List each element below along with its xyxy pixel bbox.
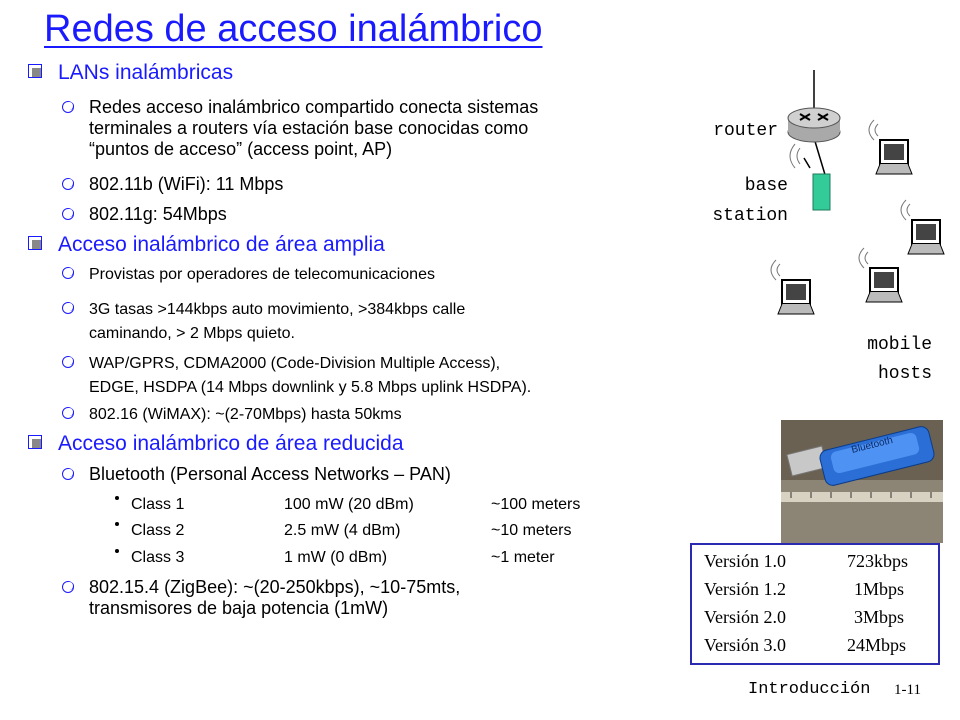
- dot-bullet-icon: [115, 522, 119, 526]
- list-item: Redes acceso inalámbrico compartido conecta sistemas terminales a routers vía estación base conocidas como “puntos de acceso” (access point, AP): [89, 97, 538, 160]
- bluetooth-class-row: Class 2 2.5 mW (4 dBm) ~10 meters: [131, 522, 611, 542]
- usb-dongle-illustration: [781, 420, 943, 543]
- list-item: Bluetooth (Personal Access Networks – PAN): [89, 464, 451, 485]
- base-station-label-line2: station: [712, 206, 788, 226]
- list-item: 3G tasas >144kbps auto movimiento, >384kbps calle caminando, > 2 Mbps quieto.: [89, 298, 465, 346]
- circle-bullet-icon: [62, 407, 74, 419]
- table-row: Versión 1.0 723kbps: [704, 551, 909, 571]
- bluetooth-class-row: Class 1 100 mW (20 dBm) ~100 meters: [131, 496, 611, 516]
- section-heading-short-range: Acceso inalámbrico de área reducida: [58, 432, 404, 456]
- list-item: Provistas por operadores de telecomunicaciones: [89, 263, 435, 287]
- laptop-icon: [859, 248, 902, 302]
- list-item: WAP/GPRS, CDMA2000 (Code-Division Multiple Access), EDGE, HSDPA (14 Mbps downlink y 5.8 Mbps uplink HSDPA).: [89, 352, 531, 400]
- circle-bullet-icon: [62, 302, 74, 314]
- circle-bullet-icon: [62, 178, 74, 190]
- circle-bullet-icon: [62, 356, 74, 368]
- laptop-icon: [869, 120, 912, 174]
- circle-bullet-icon: [62, 581, 74, 593]
- circle-bullet-icon: [62, 468, 74, 480]
- list-item: 802.11g: 54Mbps: [89, 204, 227, 225]
- table-row: Versión 2.0 3Mbps: [704, 607, 905, 627]
- square-bullet-icon: [28, 236, 42, 250]
- mobile-hosts-label-line2: hosts: [877, 364, 932, 384]
- table-row: Versión 1.2 1Mbps: [704, 579, 905, 599]
- circle-bullet-icon: [62, 267, 74, 279]
- section-heading-lans: LANs inalámbricas: [58, 61, 233, 85]
- list-item: 802.16 (WiMAX): ~(2-70Mbps) hasta 50kms: [89, 403, 402, 427]
- bluetooth-class-row: Class 3 1 mW (0 dBm) ~1 meter: [131, 549, 611, 569]
- page-number: 1-11: [894, 682, 921, 698]
- footer-chapter: Introducción: [748, 680, 871, 699]
- dot-bullet-icon: [115, 549, 119, 553]
- list-item: 802.15.4 (ZigBee): ~(20-250kbps), ~10-75mts, transmisores de baja potencia (1mW): [89, 577, 460, 619]
- bluetooth-usb-photo: [781, 420, 943, 543]
- router-label: router: [713, 121, 778, 141]
- laptop-icon: [771, 260, 814, 314]
- list-item: 802.11b (WiFi): 11 Mbps: [89, 174, 283, 195]
- base-station-icon: [790, 144, 830, 210]
- table-row: Versión 3.0 24Mbps: [704, 635, 907, 655]
- base-station-label-line1: base: [744, 176, 788, 196]
- square-bullet-icon: [28, 64, 42, 78]
- laptop-icon: [901, 200, 944, 254]
- mobile-hosts-label-line1: mobile: [867, 335, 932, 355]
- dot-bullet-icon: [115, 496, 119, 500]
- bluetooth-versions-table: [690, 543, 940, 665]
- slide-title: Redes de acceso inalámbrico: [44, 8, 543, 50]
- router-icon: [788, 108, 840, 142]
- square-bullet-icon: [28, 435, 42, 449]
- circle-bullet-icon: [62, 101, 74, 113]
- usb-brand-label: Bluetooth: [850, 435, 894, 456]
- section-heading-wide-area: Acceso inalámbrico de área amplia: [58, 233, 385, 257]
- circle-bullet-icon: [62, 208, 74, 220]
